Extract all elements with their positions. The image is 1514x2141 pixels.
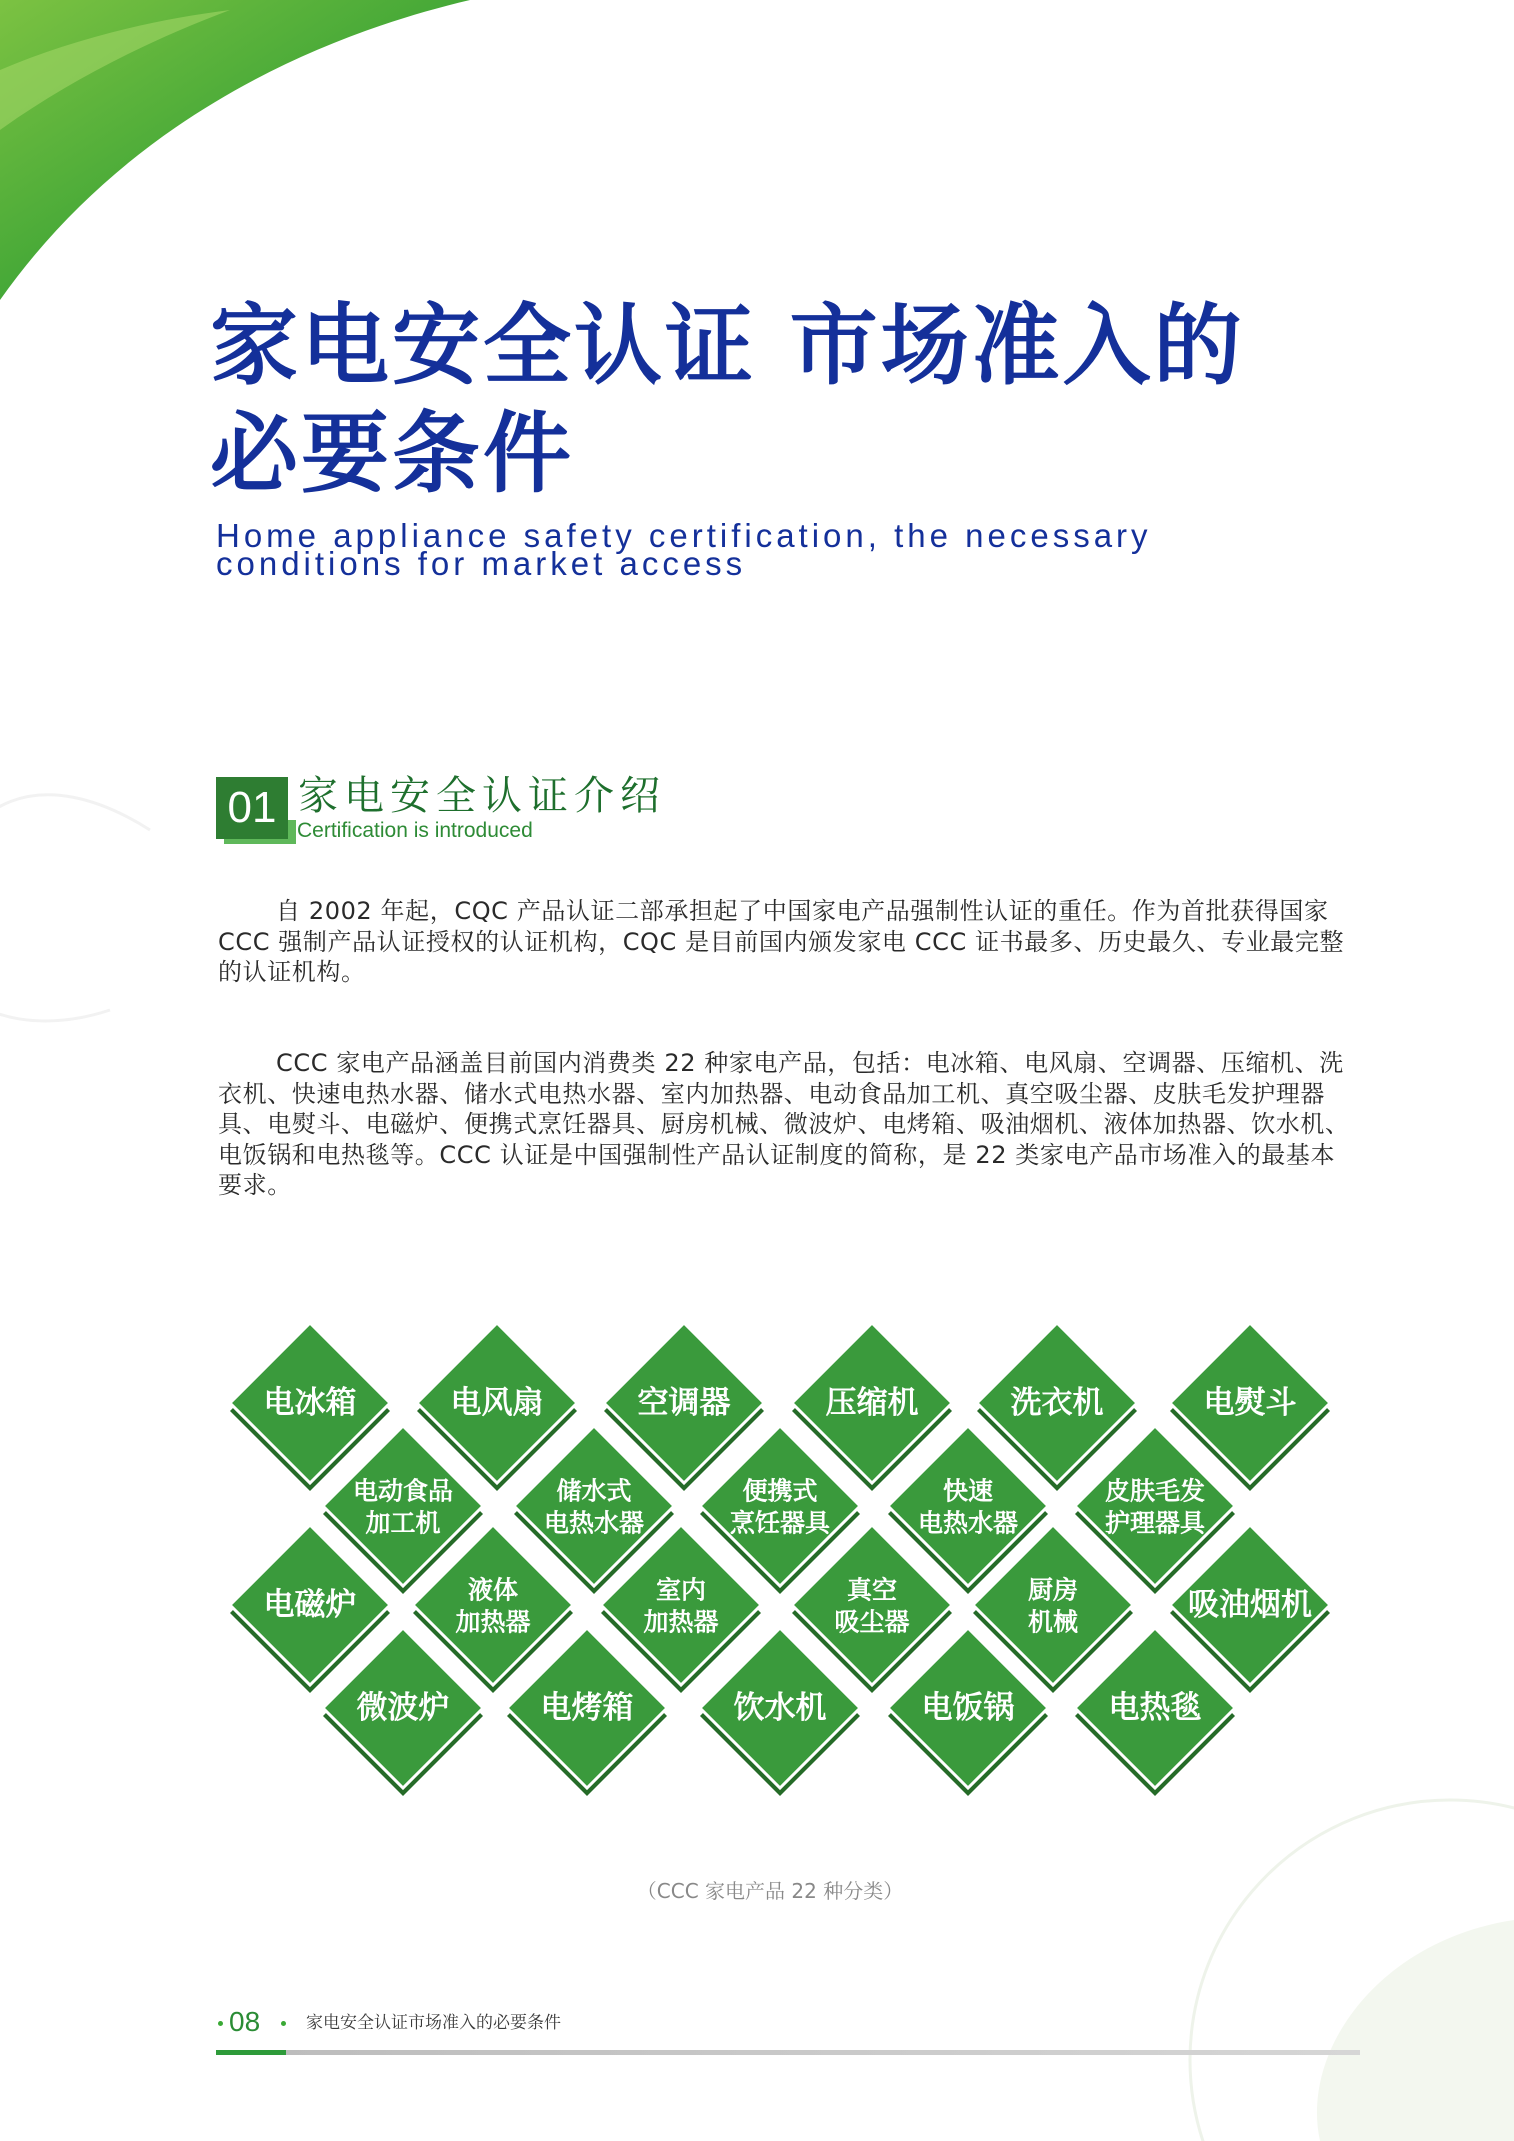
subtitle-line-2: conditions for market access: [216, 545, 747, 582]
page-title-line-2: 必要条件: [210, 402, 575, 505]
figure-caption: （CCC 家电产品 22 种分类）: [636, 1879, 904, 1903]
category-tile-label: 电热水器: [543, 1508, 645, 1538]
category-tile-label: 电熨斗: [1203, 1385, 1297, 1421]
footer-bullet-right: [281, 2021, 286, 2026]
category-tile-label: 室内: [655, 1575, 707, 1605]
category-tile-label: 饮水机: [733, 1690, 827, 1726]
category-tile-label: 加工机: [365, 1508, 441, 1538]
category-tile-label: 皮肤毛发: [1104, 1476, 1206, 1506]
category-tile-label: 储水式: [556, 1476, 632, 1506]
category-tile-label: 吸油烟机: [1188, 1587, 1312, 1623]
category-tile-label: 真空: [846, 1575, 898, 1605]
intro-paragraph-1: 自 2002 年起，CQC 产品认证二部承担起了中国家电产品强制性认证的重任。作为首批获得国家 CCC 强制产品认证授权的认证机构，CQC 是目前国内颁发家电 CCC 证书最多、历史最久、专业最完整的认证机构。: [218, 897, 1345, 986]
category-tile-label: 液体: [467, 1575, 519, 1605]
footer-rule: [216, 2050, 1360, 2055]
category-tile-label: 电饭锅: [921, 1690, 1015, 1726]
category-tile-label: 机械: [1027, 1607, 1079, 1637]
subtitle-line-1: Home appliance safety certification, the necessary: [216, 517, 1152, 554]
category-tile-label: 洗衣机: [1010, 1385, 1104, 1421]
footer-running-title: 家电安全认证市场准入的必要条件: [306, 2013, 561, 2033]
category-tile-label: 电冰箱: [263, 1385, 357, 1421]
category-tile-label: 厨房: [1027, 1575, 1079, 1605]
category-tile-label: 护理器具: [1104, 1508, 1206, 1538]
section-number: 01: [216, 777, 288, 839]
category-tile-label: 微波炉: [356, 1690, 450, 1726]
category-tile-label: 电热水器: [917, 1508, 1019, 1538]
section-title: 家电安全认证介绍: [298, 773, 666, 819]
section-subtitle: Certification is introduced: [297, 819, 533, 842]
intro-paragraph-2: CCC 家电产品涵盖目前国内消费类 22 种家电产品，包括：电冰箱、电风扇、空调器、压缩机、洗衣机、快速电热水器、储水式电热水器、室内加热器、电动食品加工机、真空吸尘器、皮肤毛发护理器具、电熨斗、电磁炉、便携式烹饪器具、厨房机械、微波炉、电烤箱、吸油烟机、液体加热器、饮水机、电饭锅和电热毯等。CCC 认证是中国强制性产品认证制度的简称，是 22 类家电产品市场准入的最基本要求。: [218, 1049, 1350, 1199]
category-tile-label: 电风扇: [450, 1385, 544, 1421]
category-tile-label: 便携式: [742, 1476, 818, 1506]
footer-page-number: 08: [229, 2006, 261, 2037]
footer-bullet-left: [218, 2021, 223, 2026]
category-tile-label: 加热器: [455, 1607, 531, 1637]
category-tile-label: 电烤箱: [540, 1690, 634, 1726]
category-tile-label: 烹饪器具: [729, 1508, 831, 1538]
page-title-line-1: 家电安全认证 市场准入的: [210, 294, 1245, 397]
category-tile-label: 加热器: [643, 1607, 719, 1637]
category-tile-label: 电动食品: [352, 1476, 454, 1506]
category-tile-label: 电磁炉: [263, 1587, 357, 1623]
category-tile-label: 空调器: [637, 1385, 731, 1421]
category-tile-label: 压缩机: [825, 1385, 919, 1421]
category-tile-label: 电热毯: [1108, 1690, 1202, 1726]
category-tile-label: 快速: [942, 1476, 994, 1506]
category-tile-label: 吸尘器: [834, 1607, 910, 1637]
